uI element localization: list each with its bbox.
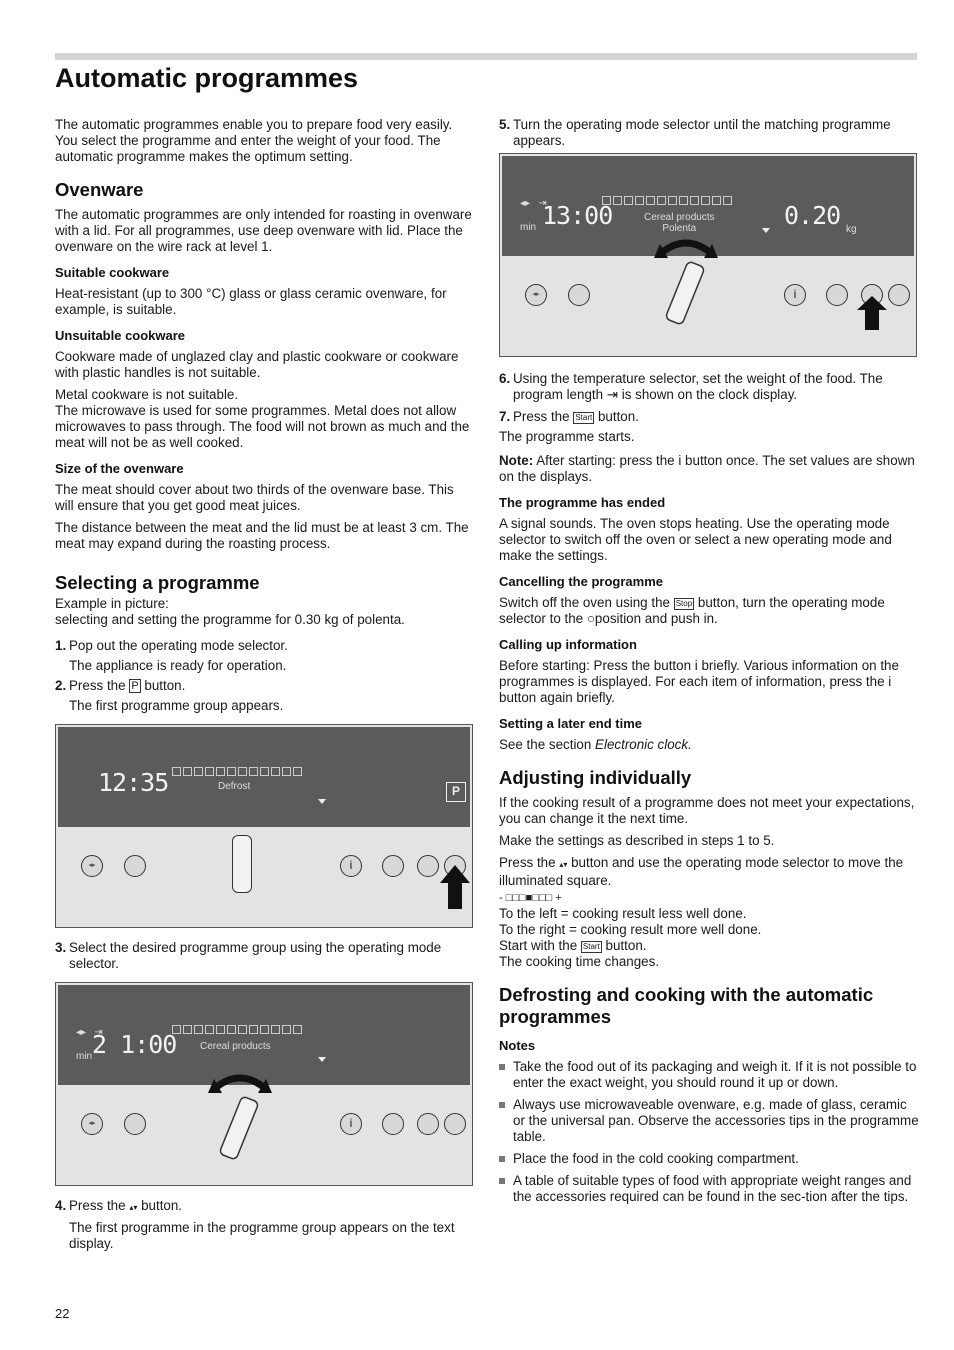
p-indicator: P: [446, 782, 466, 802]
button[interactable]: [124, 1113, 146, 1135]
metal-text: Metal cookware is not suitable. The microwave is used for some programmes. Metal does not allow microwaves to pass through. The food will not brown as much and the meat will not be as well cooked.: [55, 387, 470, 450]
rotate-selector-icon: [654, 236, 718, 326]
size-heading: Size of the ovenware: [55, 461, 184, 476]
adjust-scale: - □□□■□□□ +: [499, 892, 562, 904]
dropdown-indicator-icon: [318, 799, 326, 804]
step-2: 2. Press the P button.: [55, 678, 186, 693]
adjust-text-1: If the cooking result of a programme does not meet your expectations, you can change it the next time.: [499, 795, 915, 826]
button[interactable]: [568, 284, 590, 306]
ovenware-heading: Ovenware: [55, 179, 144, 200]
arrow-label: ◂▸ ⇥: [520, 198, 547, 209]
arrow-button[interactable]: ◂▸: [81, 855, 103, 877]
mode-selector-knob[interactable]: [232, 835, 252, 893]
unsuitable-text: Cookware made of unglazed clay and plastic cookware or cookware with plastic handles is not suitable.: [55, 349, 459, 380]
min-label: min: [520, 222, 537, 233]
ovenware-text: The automatic programmes are only intended for roasting in ovenware with a lid. For all programmes, use deep ovenware with lid. Place the ovenware on the wire rack at level 1.: [55, 207, 472, 254]
calling-heading: Calling up information: [499, 637, 637, 652]
arrow-button[interactable]: ◂▸: [525, 284, 547, 306]
button[interactable]: [888, 284, 910, 306]
select-heading: Selecting a programme: [55, 572, 260, 593]
note-item: A table of suitable types of food with appropriate weight ranges and the accessories required can be found in the sec-tion after the tips.: [499, 1173, 919, 1205]
suitable-text: Heat-resistant (up to 300 °C) glass or glass ceramic ovenware, for example, is suitable.: [55, 286, 447, 317]
adjust-heading: Adjusting individually: [499, 767, 692, 788]
weight-display: 0.20: [784, 201, 841, 230]
control-panel-1: [55, 724, 473, 928]
note: Note: After starting: press the i button once. The set values are shown on the displays.: [499, 453, 915, 484]
note-item: Always use microwaveable ovenware, e.g. made of glass, ceramic or the universal pan. Observe the accessories tips in the programme table.: [499, 1097, 919, 1145]
step-7: 7. Press the Start button.: [499, 409, 639, 424]
button[interactable]: [382, 855, 404, 877]
control-panel-3: [499, 153, 917, 357]
ended-text: A signal sounds. The oven stops heating. Use the operating mode selector to switch off the oven or select a new operating mode and make the settings.: [499, 516, 892, 563]
step-3: 3. Select the desired programme group using the operating mode selector.: [55, 940, 442, 971]
cancel-text: Switch off the oven using the Stop button, turn the operating mode selector to the ○position and push in.: [499, 595, 885, 626]
step-4: 4. Press the ▴▾ button.: [55, 1198, 183, 1213]
size-text-2: The distance between the meat and the lid must be at least 3 cm. The meat may expand during the roasting process.: [55, 520, 469, 551]
programme-label: Cereal products: [200, 1041, 271, 1052]
control-panel-2: [55, 982, 473, 1186]
step-5: 5. Turn the operating mode selector until the matching programme appears.: [499, 117, 891, 148]
display-1: [58, 727, 470, 827]
clock-display: 12:35: [98, 768, 169, 797]
arrows-button-icon: ▴▾: [129, 1203, 138, 1212]
adjust-text-2: Make the settings as described in steps 1 to 5.: [499, 833, 775, 848]
display-2: [58, 985, 470, 1085]
button[interactable]: [417, 1113, 439, 1135]
min-label: min: [76, 1051, 93, 1062]
start-button-icon: Start: [575, 413, 593, 422]
right-column: [499, 117, 919, 1211]
kg-label: kg: [846, 224, 857, 235]
note-item: Take the food out of its packaging and weigh it. If it is not possible to enter the exact weight, you should round it up or down.: [499, 1059, 919, 1091]
arrow-label: ◂▸ ⇥: [76, 1027, 103, 1038]
press-arrow-icon: [857, 296, 887, 330]
arrow-button[interactable]: ◂▸: [81, 1113, 103, 1135]
note-item: Place the food in the cold cooking compartment.: [499, 1151, 919, 1167]
notes-heading: Notes: [499, 1038, 536, 1053]
clock-display: 2 1:00: [92, 1030, 177, 1059]
stop-button-icon: Stop: [675, 599, 693, 608]
programme-icons: [172, 1025, 302, 1034]
left-column: [55, 117, 475, 1256]
page-number: 22: [55, 1306, 70, 1321]
adjust-text-3: Press the ▴▾ button and use the operating mode selector to move the illuminated square. - □□□■□□□ + To the left = cooking result less well done. To the right = cooking result more well done. Start with the Start button. The cooking time changes.: [499, 855, 904, 969]
step-2-note: The first programme group appears.: [69, 698, 284, 713]
info-button[interactable]: i: [340, 1113, 362, 1135]
select-example: Example in picture: selecting and setting the programme for 0.30 kg of polenta.: [55, 596, 405, 627]
intro-text: The automatic programmes enable you to prepare food very easily. You select the programme and enter the weight of your food. The automatic programme makes the optimum setting.: [55, 117, 453, 164]
info-button[interactable]: i: [340, 855, 362, 877]
button[interactable]: [382, 1113, 404, 1135]
size-text-1: The meat should cover about two thirds of the ovenware base. This will ensure that you get good meat juices.: [55, 482, 454, 513]
start-button-icon: Start: [582, 942, 600, 951]
cancel-heading: Cancelling the programme: [499, 574, 663, 589]
programme-icons: [602, 196, 732, 205]
programme-label: Cereal products Polenta: [644, 212, 715, 234]
later-text: See the section Electronic clock.: [499, 737, 692, 752]
page-title: Automatic programmes: [55, 63, 359, 93]
dropdown-indicator-icon: [318, 1057, 326, 1062]
step-4-note: The first programme in the programme group appears on the text display.: [69, 1220, 455, 1251]
calling-text: Before starting: Press the button i briefly. Various information on the programmes is displayed. For each item of information, press the i button again briefly.: [499, 658, 899, 705]
suitable-heading: Suitable cookware: [55, 265, 170, 280]
unsuitable-heading: Unsuitable cookware: [55, 328, 186, 343]
step-6: 6. Using the temperature selector, set the weight of the food. The program length ⇥ is shown on the clock display.: [499, 371, 883, 402]
arrows-button-icon: ▴▾: [559, 860, 568, 869]
step-1-note: The appliance is ready for operation.: [69, 658, 287, 673]
ended-heading: The programme has ended: [499, 495, 666, 510]
defrost-heading: Defrosting and cooking with the automatic programmes: [499, 984, 874, 1027]
programme-icons: [172, 767, 302, 776]
button[interactable]: [417, 855, 439, 877]
later-heading: Setting a later end time: [499, 716, 643, 731]
step-1: 1. Pop out the operating mode selector.: [55, 638, 288, 653]
p-button-icon: P: [131, 680, 139, 692]
dropdown-indicator-icon: [762, 228, 770, 233]
button[interactable]: [444, 1113, 466, 1135]
programme-label: Defrost: [218, 781, 251, 792]
button[interactable]: [124, 855, 146, 877]
step-7-note: The programme starts.: [499, 429, 635, 444]
clock-display: 13:00: [542, 201, 613, 230]
rotate-selector-icon: [208, 1071, 272, 1161]
press-arrow-icon: [440, 865, 470, 909]
button[interactable]: [826, 284, 848, 306]
top-rule: [55, 53, 917, 60]
info-button[interactable]: i: [784, 284, 806, 306]
